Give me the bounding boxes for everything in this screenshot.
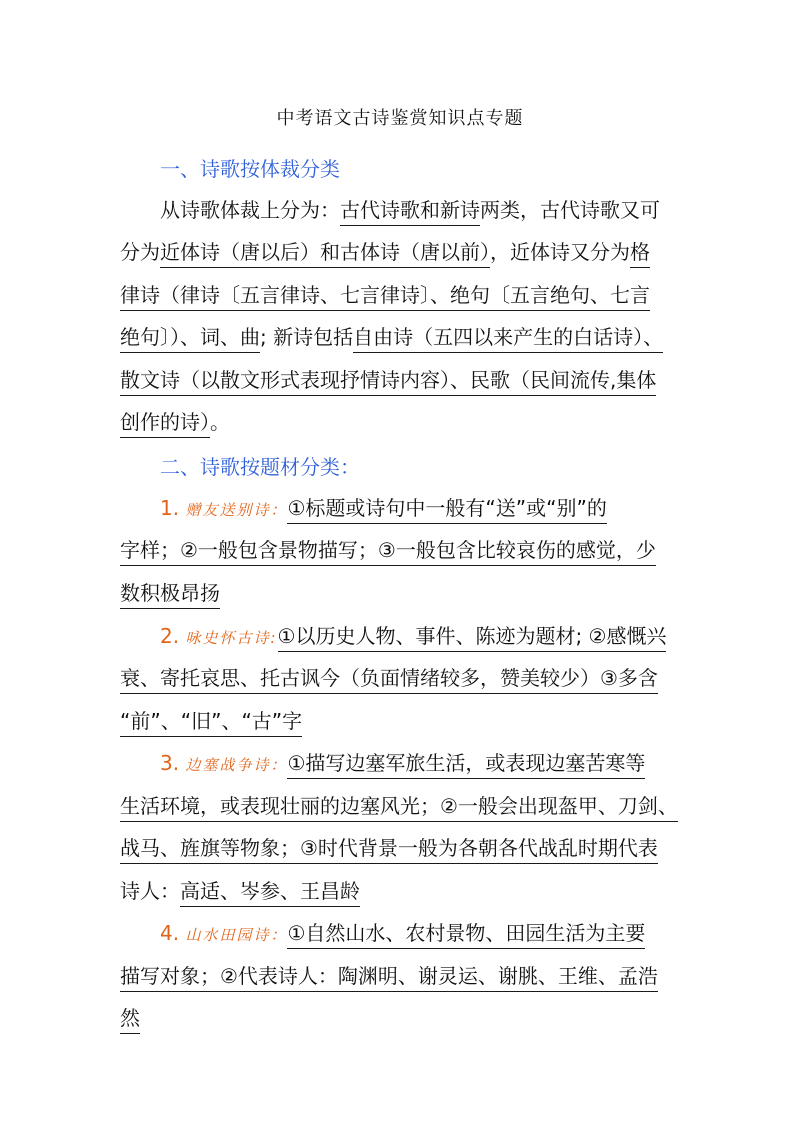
text: ; 新诗包括	[260, 325, 354, 349]
text: ，近体诗又分为	[490, 240, 630, 264]
theme-item-1-line-3	[120, 579, 220, 607]
underlined-text: “前”、“旧”、“古”字	[120, 709, 302, 737]
underlined-text: 散文诗（以散文形式表现抒情诗内容）、民歌（民间流传,集体	[120, 368, 656, 396]
item-number: 3.	[160, 751, 180, 775]
category-label: 边塞战争诗：	[185, 756, 288, 774]
underlined-text: 格	[630, 240, 650, 268]
item-number: 1.	[160, 496, 180, 520]
theme-item-3-line-4	[120, 877, 360, 905]
underlined-text: 描写对象；②代表诗人：陶渊明、谢灵运、谢朓、王维、孟浩	[120, 964, 658, 992]
genre-line-1	[160, 196, 660, 224]
theme-item-4-line-3	[120, 1004, 140, 1032]
theme-item-3-line-2	[120, 792, 678, 820]
underlined-text: 战马、旌旗等物象；③时代背景一般为各朝各代战乱时期代表	[120, 836, 658, 864]
text: 分为	[120, 240, 160, 264]
genre-line-3	[120, 281, 650, 309]
genre-line-6	[120, 408, 230, 436]
underlined-text: 绝句〕）、词、曲	[120, 325, 260, 353]
underlined-text: 字样；②一般包含景物描写；③一般包含比较哀伤的感觉，少	[120, 538, 656, 566]
genre-line-5	[120, 366, 656, 394]
theme-item-2-line-3	[120, 707, 302, 735]
genre-line-2	[120, 238, 650, 266]
underlined-text: 数积极昂扬	[120, 581, 220, 609]
text: 两类，古代诗歌又可	[480, 198, 660, 222]
underlined-text: ①以历史人物、事件、陈迹为题材; ②感慨兴	[278, 624, 667, 652]
theme-item-2-line-2	[120, 664, 658, 692]
category-label: 山水田园诗：	[185, 926, 288, 944]
theme-item-1-line-1	[160, 494, 607, 524]
underlined-text: 生活环境，或表现壮丽的边塞风光；②一般会出现盔甲、刀剑、	[120, 794, 678, 822]
theme-item-4-line-2	[120, 962, 658, 990]
section-heading-theme: 二、诗歌按题材分类：	[160, 455, 360, 479]
genre-line-4	[120, 323, 663, 351]
category-label: 赠友送别诗：	[185, 501, 288, 519]
section-heading-genre: 一、诗歌按体裁分类	[160, 157, 340, 181]
underlined-text: ①描写边塞军旅生活，或表现边塞苦寒等	[287, 751, 645, 779]
theme-item-3-line-1	[160, 749, 645, 779]
text: 从诗歌体裁上分为：	[160, 198, 340, 222]
underlined-text: 近体诗（唐以后）和古体诗（唐以前）	[160, 240, 490, 268]
underlined-text: 衰、寄托哀思、托古讽今（负面情绪较多，赞美较少）③多含	[120, 666, 658, 694]
underlined-text: 自由诗（五四以来产生的白话诗）、	[353, 325, 663, 353]
theme-item-3-line-3	[120, 834, 658, 862]
theme-item-1-line-2	[120, 536, 656, 564]
theme-item-4-line-1	[160, 919, 645, 949]
page-title: 中考语文古诗鉴赏知识点专题	[276, 108, 524, 129]
underlined-text: 创作的诗）	[120, 410, 210, 438]
underlined-text: 高适、岑参、王昌龄	[180, 879, 360, 907]
category-label: 咏史怀古诗:	[185, 629, 278, 647]
item-number: 2.	[160, 624, 180, 648]
theme-item-2-line-1	[160, 622, 666, 652]
underlined-text: 古代诗歌和新诗	[340, 198, 480, 226]
underlined-text: 然	[120, 1006, 140, 1034]
text: 。	[210, 410, 230, 434]
underlined-text: 律诗（律诗〔五言律诗、七言律诗〕、绝句〔五言绝句、七言	[120, 283, 650, 311]
text: 诗人：	[120, 879, 180, 903]
item-number: 4.	[160, 921, 180, 945]
underlined-text: ①自然山水、农村景物、田园生活为主要	[287, 921, 645, 949]
underlined-text: ①标题或诗句中一般有“送”或“别”的	[287, 496, 606, 524]
